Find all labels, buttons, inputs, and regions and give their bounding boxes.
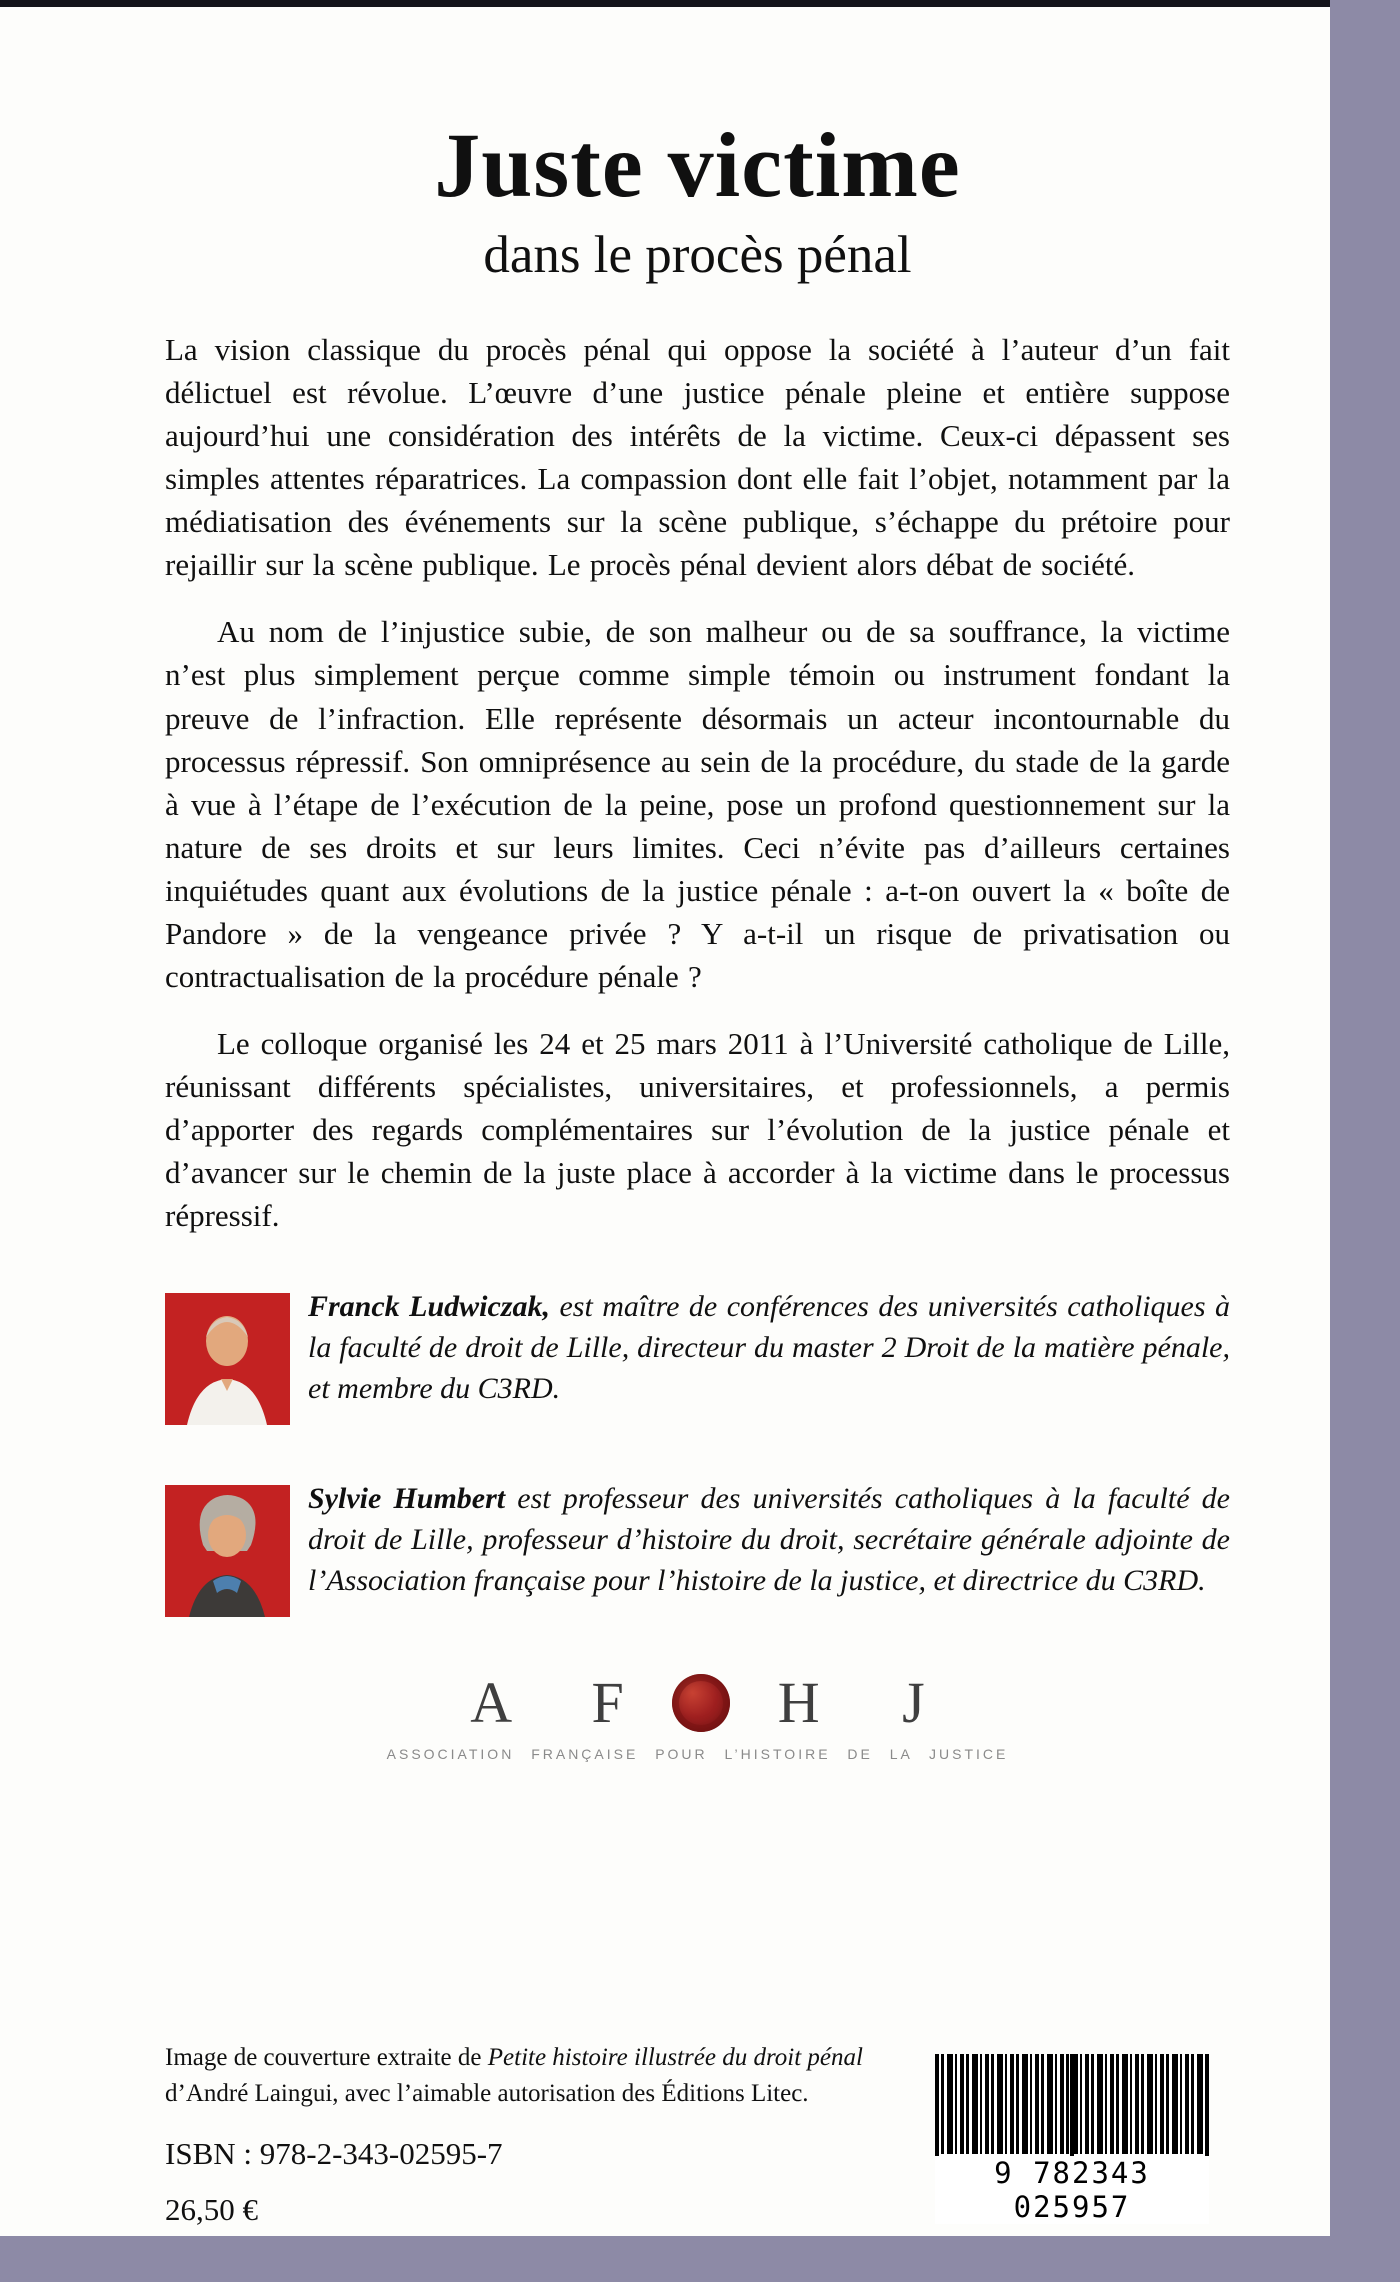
price-text: 26,50 € (165, 2192, 258, 2227)
credit-work-title: Petite histoire illustrée du droit pénal (487, 2044, 863, 2071)
barcode (935, 2054, 1209, 2224)
top-edge-line (0, 0, 1400, 7)
synopsis-paragraph-1: La vision classique du procès pénal qui oppose la société à l’auteur d’un fait délictuel est révolue. L’œuvre d’une justice pénale pleine et entière suppose aujourd’hui une considération des intérêts de la victime. Ceux-ci dépassent ses simples attentes réparatrices. La compassion dont elle fait l’objet, notamment par la médiatisation des événements sur la scène publique, s’échappe du prétoire pour rejaillir sur la scène publique. Le procès pénal devient alors débat de société. (165, 331, 1230, 583)
barcode-guard-bar (1205, 2054, 1209, 2168)
author-photo-sylvie-icon (165, 1485, 290, 1617)
barcode-guard-bar (1070, 2054, 1074, 2168)
book-title: Juste victime (434, 114, 961, 216)
author-bio-text: est professeur des universités catholiques à la faculté de droit de Lille, professeur d’histoire du droit, secrétaire générale adjointe de l’Association française pour l’histoire de la justice, et directrice du C3RD. (308, 1482, 1230, 1598)
afhj-letters-right: H J (777, 1670, 959, 1736)
cover-image-credit (165, 2040, 865, 2113)
author-bio-text: est maître de conférences des universités catholiques à la faculté de droit de Lille, directeur du master 2 Droit de la matière pénale, et membre du C3RD. (308, 1290, 1230, 1406)
synopsis-paragraph-2: Au nom de l’injustice subie, de son malheur ou de sa souffrance, la victime n’est plus simplement perçue comme simple témoin ou instrument fondant la preuve de l’infraction. Elle représente désormais un acteur incontournable du processus répressif. Son omniprésence au sein de la procédure, du stade de la garde à vue à l’étape de l’exécution de la peine, pose un profond questionnement sur la nature de ses droits et sur leurs limites. Ceci n’évite pas d’ailleurs certaines inquiétudes quant aux évolutions de la justice pénale : a-t-on ouvert la « boîte de Pandore » de la vengeance privée ? Y a-t-il un risque de privatisation ou contractualisation de la procédure pénale ? (165, 614, 1230, 994)
author-bio-sylvie-humbert (165, 1479, 1230, 1621)
afhj-letters-left: A F (470, 1670, 658, 1736)
credit-prefix: Image de couverture extraite de (165, 2044, 488, 2071)
afhj-logo-letters (165, 1669, 1230, 1736)
bottom-purple-stripe (0, 2236, 1400, 2282)
author-bio-franck-ludwiczak (165, 1287, 1230, 1429)
author-photo-franck-icon (165, 1293, 290, 1425)
afhj-logo (165, 1669, 1230, 1762)
author-name: Franck Ludwiczak, (308, 1290, 550, 1324)
barcode-number: 9 782343 025957 (935, 2156, 1209, 2224)
cover-content (165, 7, 1230, 1762)
synopsis-paragraph-3: Le colloque organisé les 24 et 25 mars 2011 à l’Université catholique de Lille, réunissant différents spécialistes, universitaires, et professionnels, a permis d’apporter des regards complémentaires sur l’évolution de la justice pénale et d’avancer sur le chemin de la juste place à accorder à la victime dans le processus répressif. (165, 1026, 1230, 1234)
afhj-tagline: ASSOCIATION FRANÇAISE POUR L’HISTOIRE DE LA JUSTICE (386, 1746, 1009, 1763)
right-purple-stripe (1330, 0, 1400, 2282)
author-name: Sylvie Humbert (308, 1482, 506, 1516)
isbn-text: ISBN : 978-2-343-02595-7 (165, 2136, 503, 2171)
wax-seal-icon (672, 1674, 730, 1732)
book-subtitle: dans le procès pénal (483, 225, 912, 284)
barcode-guard-bar (935, 2054, 939, 2168)
credit-suffix: d’André Laingui, avec l’aimable autorisation des Éditions Litec. (165, 2080, 809, 2108)
